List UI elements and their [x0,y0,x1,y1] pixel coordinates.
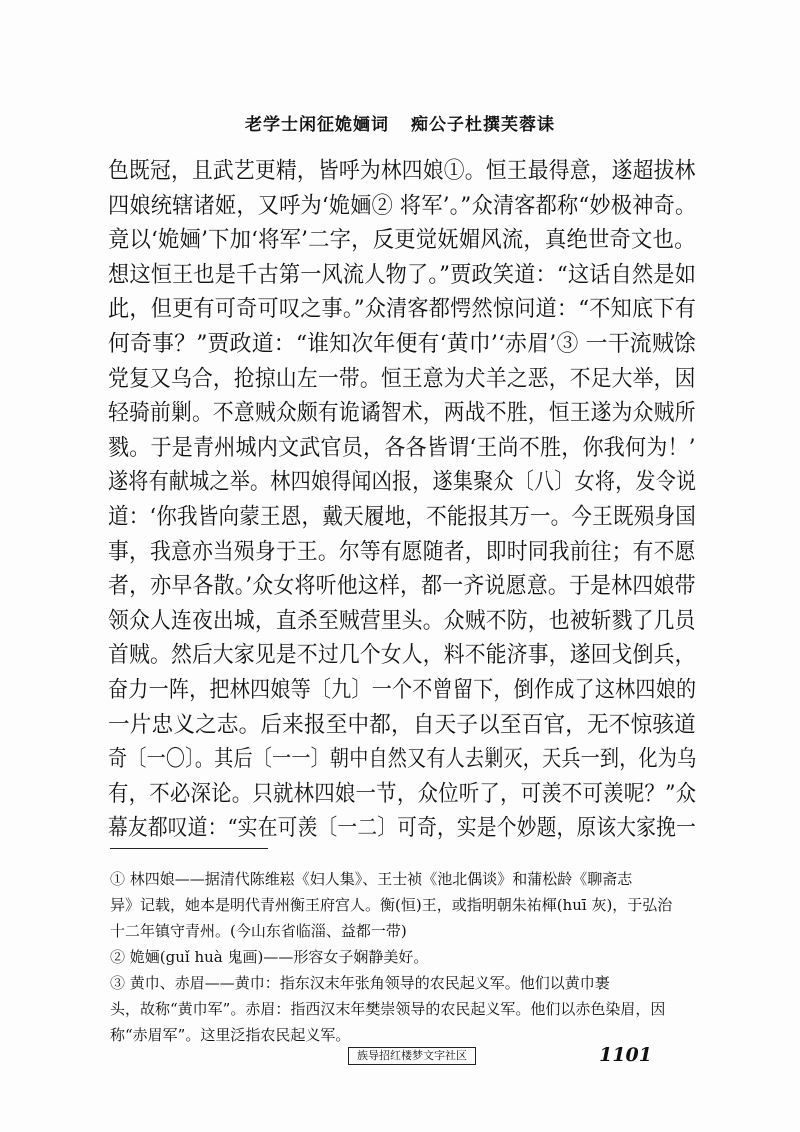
footnote-line: 十二年镇守青州。(今山东省临淄、益都一带) [110,922,407,940]
footnote-line: ③ 黄巾、赤眉——黄巾：指东汉末年张角领导的农民起义军。他们以黄巾裹 [110,974,610,992]
body-line: 首贼。然后大家见是不过几个女人，料不能济事，遂回戈倒兵， [108,642,696,669]
footnote-line: 头，故称“黄巾军”。赤眉：指西汉末年樊崇领导的农民起义军。他们以赤色染眉，因 [110,1000,666,1018]
body-line: 奋力一阵，把林四娘等〔九〕一个不曾留下，倒作成了这林四娘的 [108,676,697,703]
body-line: 轻骑前剿。不意贼众颇有诡谲智术，两战不胜，恒王遂为众贼所 [108,400,696,427]
footnote-line: 异》记载，她本是明代青州衡王府宫人。衡(恒)王，或指明朝朱祐楎(huī 灰)，于弘治 [110,896,673,914]
body-line: 一片忠义之志。后来报至中都，自天子以至百官，无不惊骇道 [108,711,696,738]
body-line: 幕友都叹道：“实在可羡〔一二〕可奇，实是个妙题，原该大家挽一 [108,815,697,842]
body-line: 道：‘你我皆向蒙王恩，戴天履地，不能报其万一。今王既殒身国 [108,503,696,530]
body-line: 竟以‘姽婳’下加‘将军’二字，反更觉妩媚风流，真绝世奇文也。 [108,227,696,254]
page-number: 1101 [599,1044,652,1066]
footnotes [110,866,698,1048]
body-line: 党复又乌合，抢掠山左一带。恒王意为犬羊之恶，不足大举，因 [108,365,696,392]
running-header [0,110,800,135]
body-line: 何奇事？”贾政道：“谁知次年便有‘黄巾’‘赤眉’③ 一干流贼馀 [108,330,696,357]
body-line: 有，不必深论。只就林四娘一节，众位听了，可羡不可羡呢？”众 [108,780,697,807]
watermark-stamp: 族导招红楼梦文字社区 [348,1047,476,1065]
footnote-line: 称“赤眉军”。这里泛指农民起义军。 [110,1026,351,1044]
body-line: 此，但更有可奇可叹之事。”众清客都愕然惊问道：“不知底下有 [108,296,697,323]
body-line: 色既冠，且武艺更精，皆呼为林四娘①。恒王最得意，遂超拔林 [108,158,696,184]
body-line: 戮。于是青州城内文武官员，各各皆谓‘王尚不胜，你我何为！’ [108,434,696,461]
body-line: 奇〔一〇〕。其后〔一一〕朝中自然又有人去剿灭，天兵一到，化为乌 [108,746,697,773]
running-header-left: 老学士闲征姽婳词 [245,115,389,135]
body-line: 领众人连夜出城，直杀至贼营里头。众贼不防，也被斩戮了几员 [108,607,696,634]
body-line: 四娘统辖诸姬，又呼为‘姽婳② 将军’。”众清客都称“妙极神奇。 [108,192,697,219]
running-header-right: 痴公子杜撰芙蓉诔 [411,115,555,135]
page-footer [108,1044,696,1068]
body-line: 遂将有献城之举。林四娘得闻凶报，遂集聚众〔八〕女将，发令说 [108,469,697,496]
body-text [108,154,696,846]
body-line: 想这恒王也是千古第一风流人物了。”贾政笑道：“这话自然是如 [108,261,697,288]
body-line: 事，我意亦当殒身于王。尔等有愿随者，即时同我前往；有不愿 [108,538,696,565]
footnote-line: ② 姽婳(guǐ huà 鬼画)——形容女子娴静美好。 [110,948,429,966]
footnote-divider [110,848,268,849]
footnote-line: ① 林四娘——据清代陈维崧《妇人集》、王士祯《池北偶谈》和蒲松龄《聊斋志 [110,870,633,888]
body-line: 者，亦早各散。’众女将听他这样，都一齐说愿意。于是林四娘带 [108,573,696,600]
